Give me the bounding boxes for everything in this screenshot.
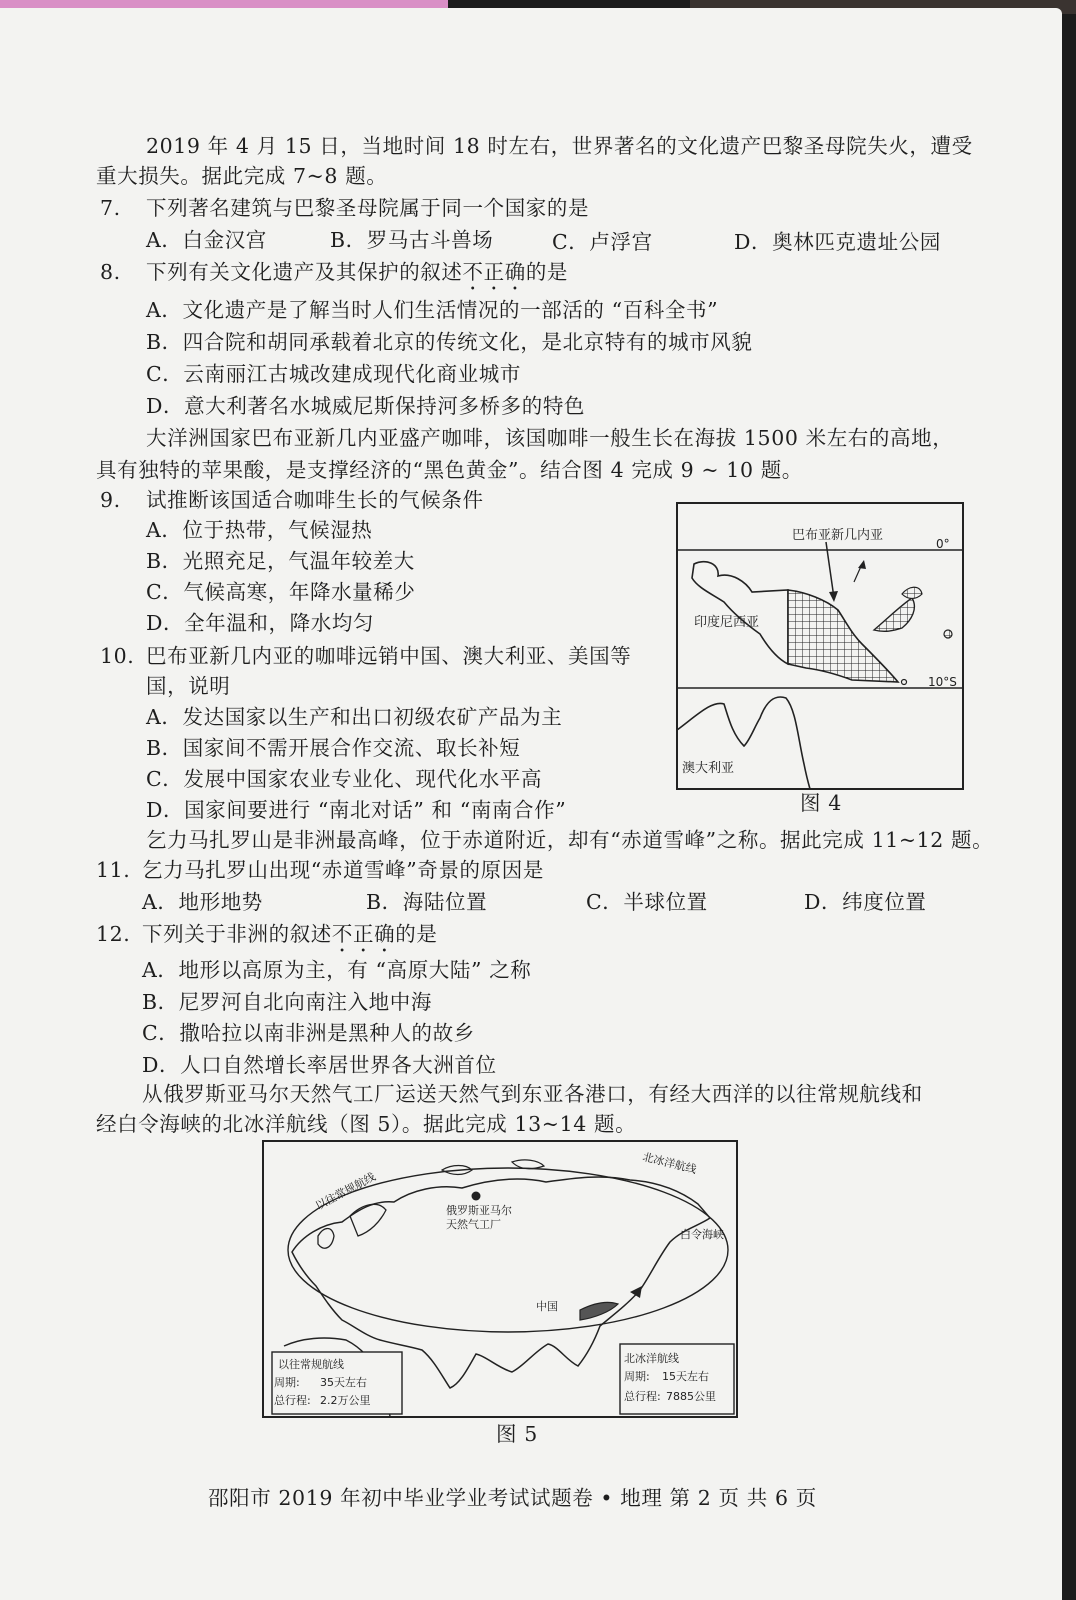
q7-option-d: D．奥林匹克遗址公园 [734,230,941,254]
figure-5-caption: 图 5 [496,1422,538,1446]
label-bering-strait: 白令海峡 [680,1228,724,1241]
q9-number: 9. [100,488,121,512]
box-right-distance-label: 总行程: [624,1390,661,1403]
label-yamal-line1: 俄罗斯亚马尔 [446,1204,512,1217]
q10-stem-line2: 国，说明 [146,674,231,698]
q11-option-c: C．半球位置 [586,890,708,914]
q7-option-c: C．卢浮宫 [552,230,653,254]
q10-option-d: D．国家间要进行 “南北对话” 和 “南南合作” [146,798,567,822]
q9-option-d: D．全年温和，降水均匀 [146,611,375,635]
box-left-distance-label: 总行程: [274,1394,311,1407]
q10-number: 10. [100,644,135,668]
q8-option-c: C．云南丽江古城改建成现代化商业城市 [146,362,521,386]
q10-option-a: A．发达国家以生产和出口初级农矿产品为主 [146,705,563,729]
intro-11-12: 乞力马扎罗山是非洲最高峰，位于赤道附近，却有“赤道雪峰”之称。据此完成 11~12 题。 [146,828,994,852]
q7-option-b: B．罗马古斗兽场 [330,228,494,252]
q8-option-a: A．文化遗产是了解当时人们生活情况的一部活的 “百科全书” [146,298,719,322]
q12-option-a: A．地形以高原为主，有 “高原大陆” 之称 [142,958,532,982]
q9-stem: 试推断该国适合咖啡生长的气候条件 [146,488,484,512]
q7-number: 7. [100,196,121,220]
box-left-period-value: 35天左右 [320,1376,367,1389]
figure-5-map [262,1140,740,1420]
box-left-title: 以往常规航线 [278,1358,344,1371]
box-right-period-label: 周期: [624,1370,650,1383]
box-left-distance-value: 2.2万公里 [320,1394,371,1407]
intro-7-8-line2: 重大损失。据此完成 7~8 题。 [96,164,388,188]
box-right-period-value: 15天左右 [662,1370,709,1383]
q10-option-b: B．国家间不需开展合作交流、取长补短 [146,736,521,760]
q10-option-c: C．发展中国家农业专业化、现代化水平高 [146,767,543,791]
intro-9-10-line2: 具有独特的苹果酸，是支撑经济的“黑色黄金”。结合图 4 完成 9 ~ 10 题。 [96,458,803,482]
label-papua-new-guinea: 巴布亚新几内亚 [792,528,884,543]
q8-number: 8. [100,260,121,284]
q12-option-b: B．尼罗河自北向南注入地中海 [142,990,432,1014]
label-10s: 10°S [928,675,957,689]
q12-option-d: D．人口自然增长率居世界各大洲首位 [142,1053,497,1077]
q12-stem: 下列关于非洲的叙述不正确的是 [142,922,438,946]
intro-13-14-line2: 经白令海峡的北冰洋航线（图 5）。据此完成 13~14 题。 [96,1112,637,1136]
q12-number: 12. [96,922,131,946]
q10-stem-line1: 巴布亚新几内亚的咖啡远销中国、澳大利亚、美国等 [146,644,632,668]
figure-4-caption: 图 4 [800,791,842,815]
q8-stem: 下列有关文化遗产及其保护的叙述不正确的是 [146,260,569,284]
png-islet [944,630,952,638]
q11-option-d: D．纬度位置 [804,890,927,914]
label-indonesia: 印度尼西亚 [694,615,760,630]
intro-7-8-line1: 2019 年 4 月 15 日，当地时间 18 时左右，世界著名的文化遗产巴黎圣母院失火，遭受 [146,134,973,158]
box-right-title: 北冰洋航线 [624,1352,679,1365]
box-left-period-label: 周期: [274,1376,300,1389]
q8-emphasis: 不正确 [462,260,526,284]
exam-page [0,8,1062,1600]
label-arctic-route: 北冰洋航线 [641,1150,698,1177]
figure-4-map [676,502,966,792]
q11-number: 11. [96,858,131,882]
q8-option-d: D．意大利著名水城威尼斯保持河多桥多的特色 [146,394,586,418]
intro-9-10-line1: 大洋洲国家巴布亚新几内亚盛产咖啡，该国咖啡一般生长在海拔 1500 米左右的高地， [146,426,954,450]
q11-option-b: B．海陆位置 [366,890,488,914]
q9-option-b: B．光照充足，气温年较差大 [146,549,415,573]
q7-option-a: A．白金汉宫 [146,228,267,252]
q11-option-a: A．地形地势 [142,890,263,914]
q11-stem: 乞力马扎罗山出现“赤道雪峰”奇景的原因是 [142,858,544,882]
label-equator: 0° [936,537,950,551]
label-australia: 澳大利亚 [682,761,735,776]
yamal-plant-marker [472,1192,481,1201]
q9-option-c: C．气候高寒，年降水量稀少 [146,580,416,604]
q8-option-b: B．四合院和胡同承载着北京的传统文化，是北京特有的城市风貌 [146,330,753,354]
q12-option-c: C．撒哈拉以南非洲是黑种人的故乡 [142,1021,475,1045]
q7-stem: 下列著名建筑与巴黎圣母院属于同一个国家的是 [146,196,590,220]
label-china: 中国 [536,1300,558,1313]
q9-option-a: A．位于热带，气候湿热 [146,518,373,542]
label-normal-route: 以往常规航线 [313,1170,378,1213]
q12-emphasis: 不正确 [331,922,396,946]
label-yamal-line2: 天然气工厂 [446,1218,501,1231]
page-footer: 邵阳市 2019 年初中毕业学业考试试题卷 • 地理 第 2 页 共 6 页 [208,1486,817,1510]
box-right-distance-value: 7885公里 [666,1390,716,1403]
intro-13-14-line1: 从俄罗斯亚马尔天然气工厂运送天然气到东亚各港口，有经大西洋的以往常规航线和 [142,1082,923,1106]
